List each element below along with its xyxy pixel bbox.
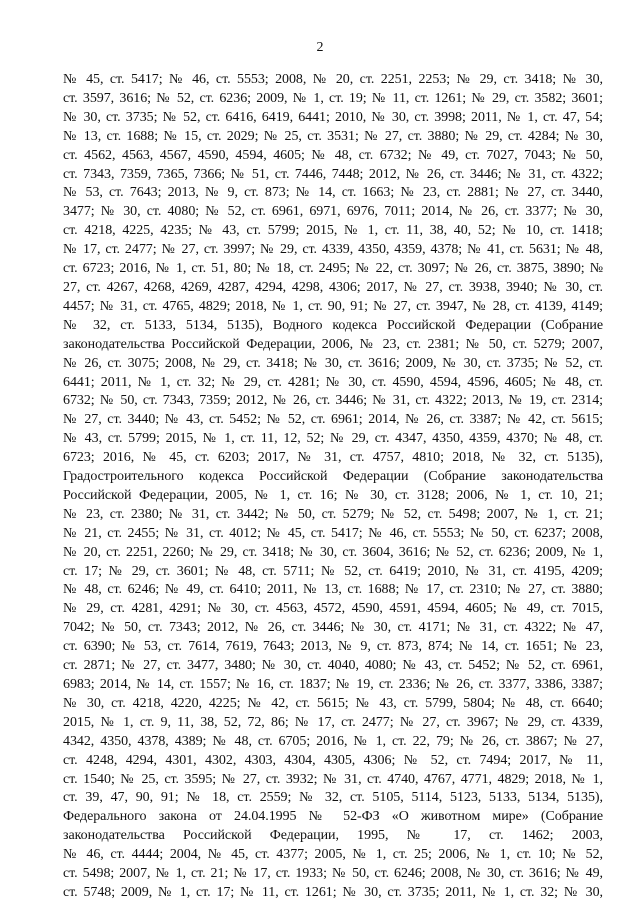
text-line: Российской Федерации, 2005, № 1, ст. 16; № 30, ст. 3128; 2006, № 1, ст. 10, 21; bbox=[63, 487, 603, 503]
text-line: ст. 7343, 7359, 7365, 7366; № 51, ст. 7446, 7448; 2012, № 26, ст. 3446; № 31, ст. 4322; bbox=[63, 166, 603, 182]
text-line: 2015, № 1, ст. 9, 11, 38, 52, 72, 86; № 17, ст. 2477; № 27, ст. 3967; № 29, ст. 4339, bbox=[63, 714, 603, 730]
text-line: законодательства Российской Федерации, 2006, № 23, ст. 2381; № 50, ст. 5279; 2007, bbox=[63, 336, 603, 352]
text-line: № 53, ст. 7643; 2013, № 9, ст. 873; № 14, ст. 1663; № 23, ст. 2881; № 27, ст. 3440, bbox=[63, 185, 603, 201]
body-text bbox=[63, 71, 603, 903]
text-line: ст. 1540; № 25, ст. 3595; № 27, ст. 3932; № 31, ст. 4740, 4767, 4771, 4829; 2018, № 1, bbox=[63, 771, 603, 787]
text-line: № 43, ст. 5799; 2015, № 1, ст. 11, 12, 52; № 29, ст. 4347, 4350, 4359, 4370; № 48, ст. bbox=[63, 431, 603, 447]
page-number: 2 bbox=[316, 40, 324, 55]
text-line: законодательства Российской Федерации, 1995, № 17, ст. 1462; 2003, bbox=[63, 828, 603, 844]
text-line: ст. 4562, 4563, 4567, 4590, 4594, 4605; № 48, ст. 6732; № 49, ст. 7027, 7043; № 50, bbox=[63, 147, 603, 163]
text-line: ст. 4218, 4225, 4235; № 43, ст. 5799; 2015, № 1, ст. 11, 38, 40, 52; № 10, ст. 1418; bbox=[63, 223, 603, 239]
text-line: 6723; 2016, № 45, ст. 6203; 2017, № 31, ст. 4757, 4810; 2018, № 32, ст. 5135), bbox=[63, 450, 603, 466]
text-line: 4342, 4350, 4378, 4389; № 48, ст. 6705; 2016, № 1, ст. 22, 79; № 26, ст. 3867; № 27, bbox=[63, 733, 603, 749]
text-line: ст. 5748; 2009, № 1, ст. 17; № 11, ст. 1261; № 30, ст. 3735; 2011, № 1, ст. 32; № 30, bbox=[63, 884, 603, 900]
text-line: № 23, ст. 2380; № 31, ст. 3442; № 50, ст. 5279; № 52, ст. 5498; 2007, № 1, ст. 21; bbox=[63, 506, 603, 522]
text-line: № 46, ст. 4444; 2004, № 45, ст. 4377; 2005, № 1, ст. 25; 2006, № 1, ст. 10; № 52, bbox=[63, 847, 603, 863]
text-line: 6441; 2011, № 1, ст. 32; № 29, ст. 4281; № 30, ст. 4590, 4594, 4596, 4605; № 48, ст. bbox=[63, 374, 603, 390]
text-line: № 17, ст. 2477; № 27, ст. 3997; № 29, ст. 4339, 4350, 4359, 4378; № 41, ст. 5631; № 48, bbox=[63, 242, 603, 258]
text-line: ст. 5498; 2007, № 1, ст. 21; № 17, ст. 1933; № 50, ст. 6246; 2008, № 30, ст. 3616; № 49, bbox=[63, 866, 603, 882]
text-line: 27, ст. 4267, 4268, 4269, 4287, 4294, 4298, 4306; 2017, № 27, ст. 3938, 3940; № 30, ст. bbox=[63, 279, 603, 295]
text-line: Федерального закона от 24.04.1995 № 52-ФЗ «О животном мире» (Собрание bbox=[63, 809, 603, 825]
text-line: Градостроительного кодекса Российской Федерации (Собрание законодательства bbox=[63, 469, 603, 485]
text-line: ст. 2871; № 27, ст. 3477, 3480; № 30, ст. 4040, 4080; № 43, ст. 5452; № 52, ст. 6961, bbox=[63, 658, 603, 674]
text-line: № 32, ст. 5133, 5134, 5135), Водного кодекса Российской Федерации (Собрание bbox=[63, 317, 603, 333]
text-line: 6732; № 50, ст. 7343, 7359; 2012, № 26, ст. 3446; № 31, ст. 4322; 2013, № 19, ст. 2314; bbox=[63, 393, 603, 409]
text-line: № 45, ст. 5417; № 46, ст. 5553; 2008, № 20, ст. 2251, 2253; № 29, ст. 3418; № 30, bbox=[63, 72, 603, 87]
text-line: 7042; № 50, ст. 7343; 2012, № 26, ст. 3446; № 30, ст. 4171; № 31, ст. 4322; № 47, bbox=[63, 620, 603, 636]
text-line: № 21, ст. 2455; № 31, ст. 4012; № 45, ст. 5417; № 46, ст. 5553; № 50, ст. 6237; 2008, bbox=[63, 525, 603, 541]
text-line: № 13, ст. 1688; № 15, ст. 2029; № 25, ст. 3531; № 27, ст. 3880; № 29, ст. 4284; № 30, bbox=[63, 128, 603, 144]
text-line: ст. 4248, 4294, 4301, 4302, 4303, 4304, 4305, 4306; № 52, ст. 7494; 2017, № 11, bbox=[63, 752, 603, 768]
text-line: 3477; № 30, ст. 4080; № 52, ст. 6961, 6971, 6976, 7011; 2014, № 26, ст. 3377; № 30, bbox=[63, 204, 603, 220]
text-line: ст. 39, 47, 90, 91; № 18, ст. 2559; № 32, ст. 5105, 5114, 5123, 5133, 5134, 5135), bbox=[63, 790, 603, 806]
text-line: ст. 6390; № 53, ст. 7614, 7619, 7643; 2013, № 9, ст. 873, 874; № 14, ст. 1651; № 23, bbox=[63, 639, 603, 655]
text-line: ст. 17; № 29, ст. 3601; № 48, ст. 5711; № 52, ст. 6419; 2010, № 31, ст. 4195, 4209; bbox=[63, 563, 603, 579]
text-line: № 48, ст. 6246; № 49, ст. 6410; 2011, № 13, ст. 1688; № 17, ст. 2310; № 27, ст. 3880; bbox=[63, 582, 603, 598]
text-line: № 26, ст. 3075; 2008, № 29, ст. 3418; № 30, ст. 3616; 2009, № 30, ст. 3735; № 52, ст. bbox=[63, 355, 603, 371]
text-line: № 30, ст. 4218, 4220, 4225; № 42, ст. 5615; № 43, ст. 5799, 5804; № 48, ст. 6640; bbox=[63, 695, 603, 711]
text-line: № 29, ст. 4281, 4291; № 30, ст. 4563, 4572, 4590, 4591, 4594, 4605; № 49, ст. 7015, bbox=[63, 601, 603, 617]
text-line: № 27, ст. 3440; № 43, ст. 5452; № 52, ст. 6961; 2014, № 26, ст. 3387; № 42, ст. 5615; bbox=[63, 412, 603, 428]
text-line: 6983; 2014, № 14, ст. 1557; № 16, ст. 1837; № 19, ст. 2336; № 26, ст. 3377, 3386, 3387; bbox=[63, 677, 603, 692]
text-line: 4457; № 31, ст. 4765, 4829; 2018, № 1, ст. 90, 91; № 27, ст. 3947, № 28, ст. 4139, 4149; bbox=[63, 298, 603, 314]
text-line: ст. 6723; 2016, № 1, ст. 51, 80; № 18, ст. 2495; № 22, ст. 3097; № 26, ст. 3875, 3890; № bbox=[63, 261, 603, 277]
text-line: № 20, ст. 2251, 2260; № 29, ст. 3418; № 30, ст. 3604, 3616; № 52, ст. 6236; 2009, № 1, bbox=[63, 544, 603, 560]
text-line: ст. 3597, 3616; № 52, ст. 6236; 2009, № 1, ст. 19; № 11, ст. 1261; № 29, ст. 3582; 3601; bbox=[63, 90, 603, 106]
text-line: № 30, ст. 3735; № 52, ст. 6416, 6419, 6441; 2010, № 30, ст. 3998; 2011, № 1, ст. 47, 54; bbox=[63, 109, 603, 125]
